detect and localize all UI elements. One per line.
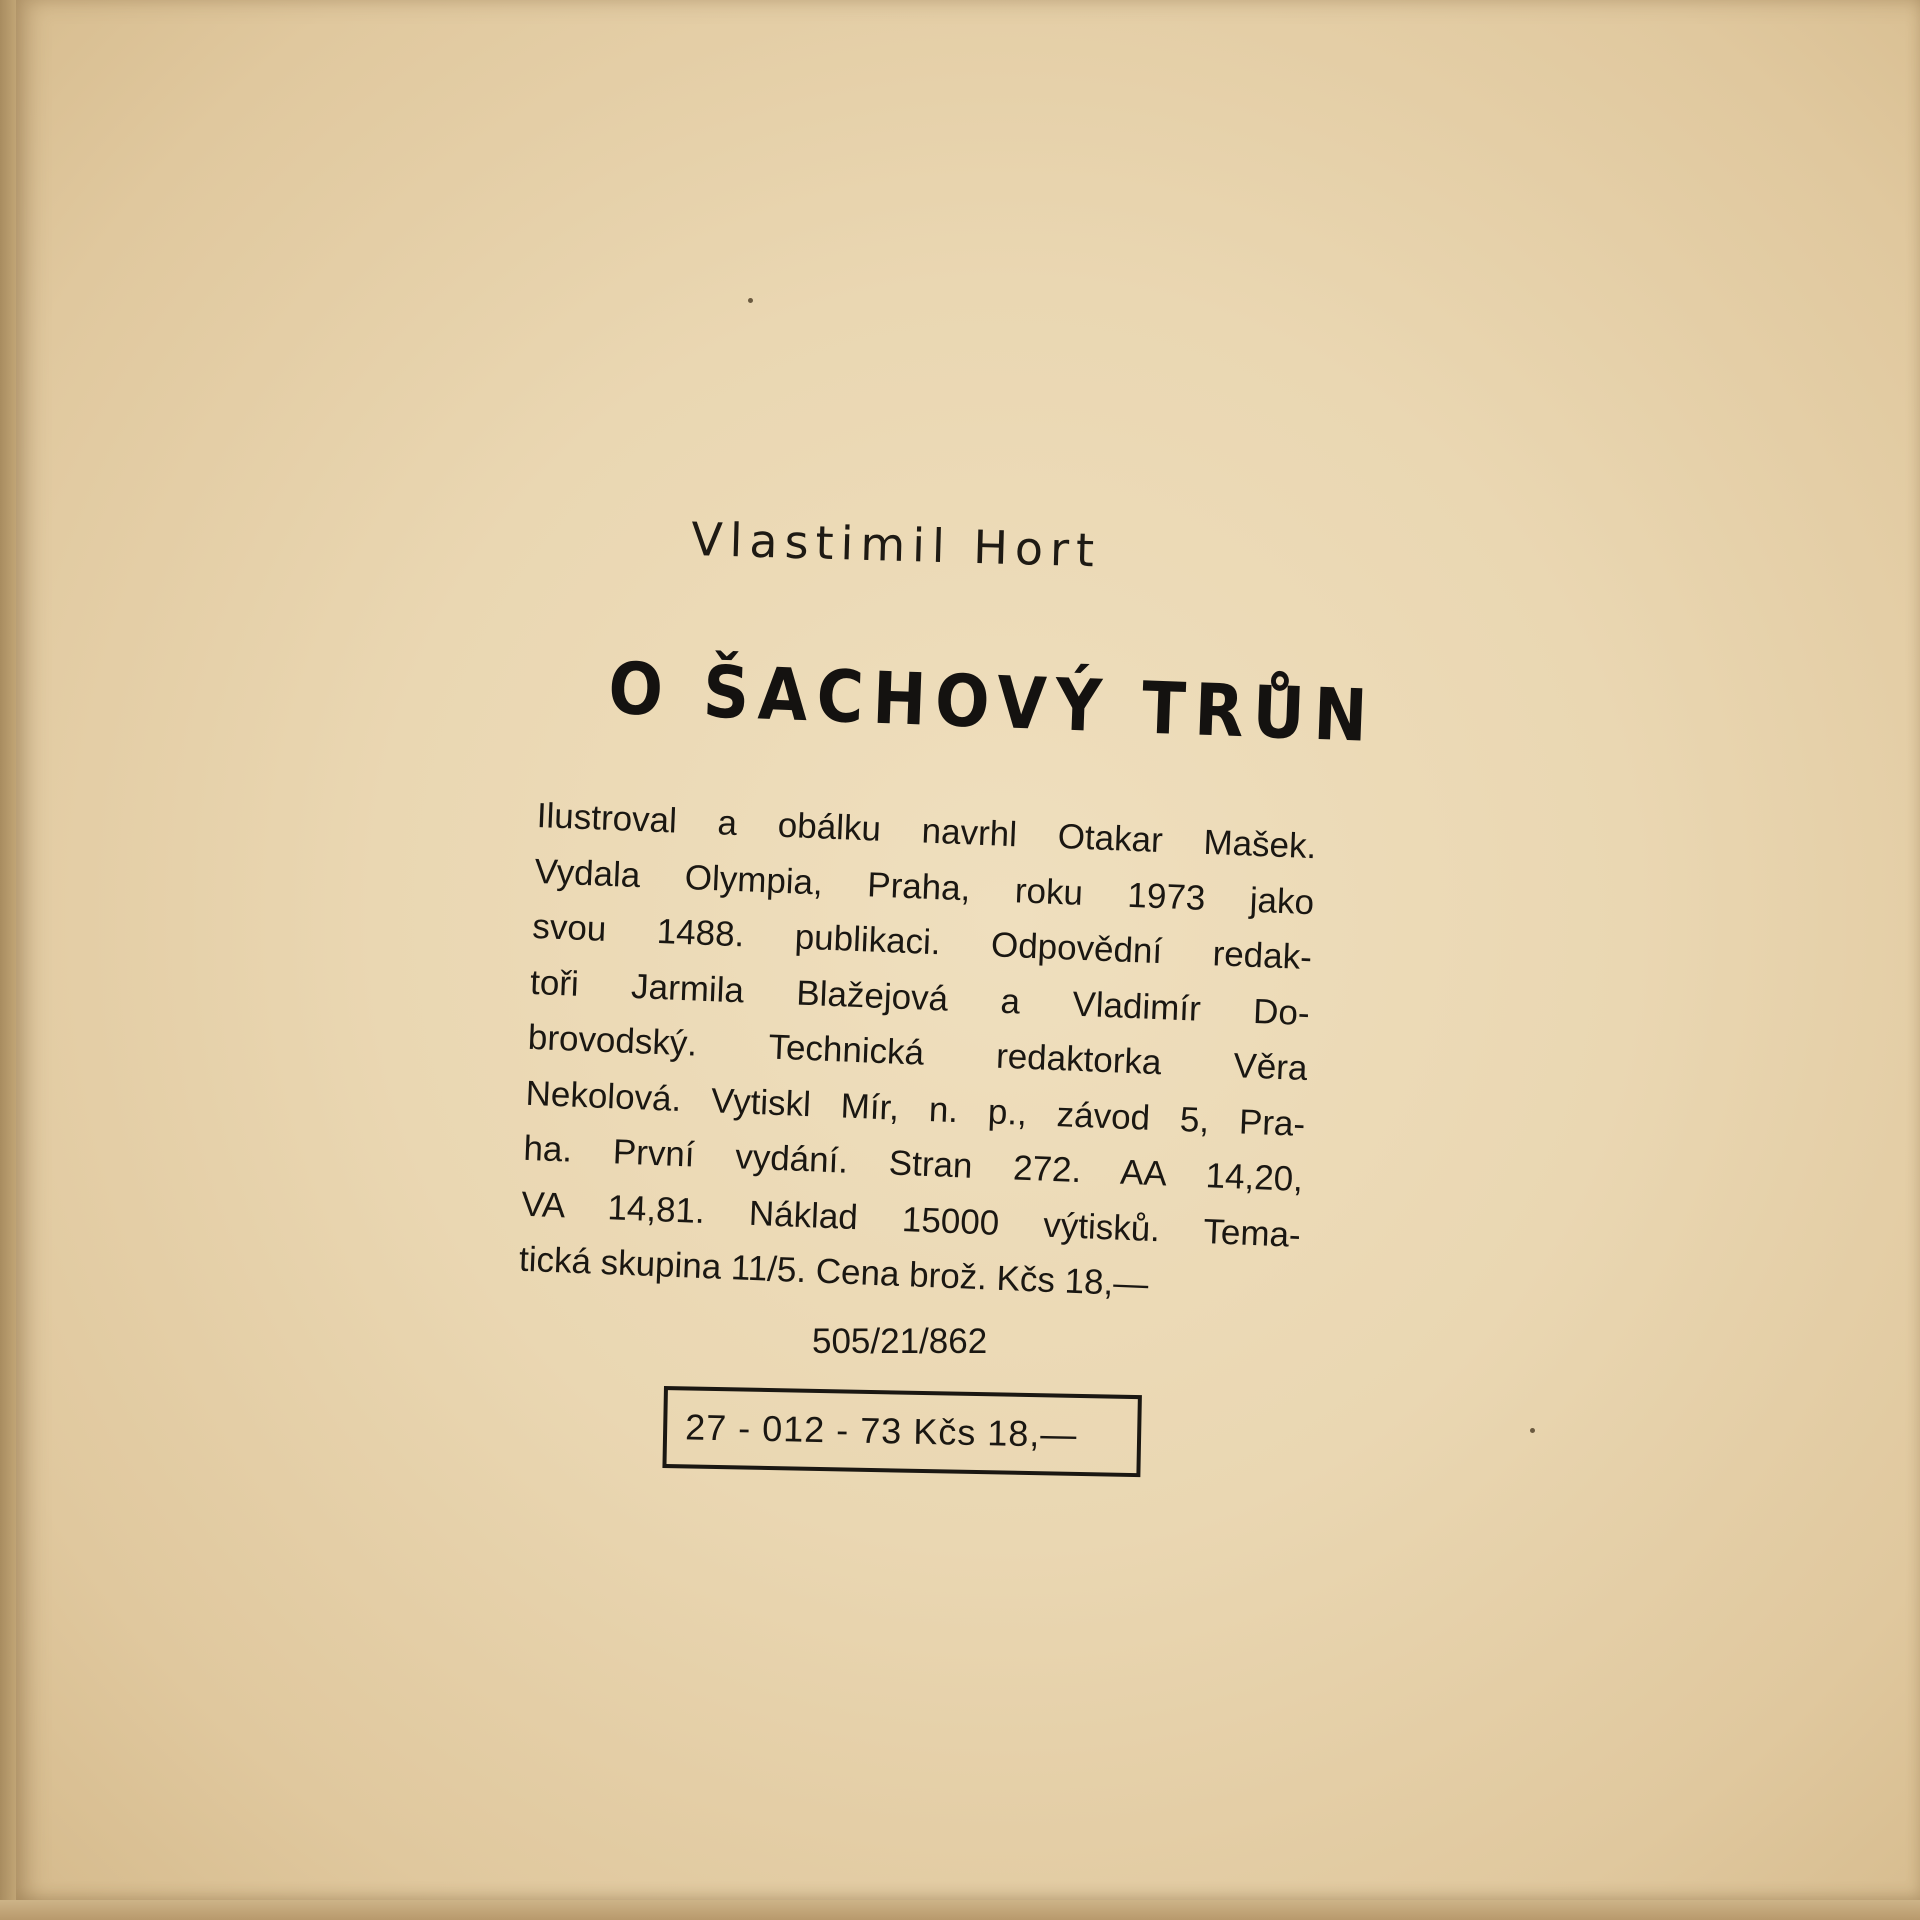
colophon-line: toři Jarmila Blažejová a Vladimír Do-	[529, 962, 1311, 1033]
colophon-line: VA 14,81. Náklad 15000 výtisků. Tema-	[520, 1184, 1302, 1255]
colophon-line: brovodský. Technická redaktorka Věra	[527, 1017, 1309, 1089]
catalog-code: 505/21/862	[812, 1322, 988, 1361]
colophon-block	[518, 788, 1317, 1318]
page-bottom-edge	[0, 1900, 1920, 1920]
colophon-line: Ilustroval a obálku navrhl Otakar Mašek.	[536, 795, 1318, 867]
paper-speck	[1530, 1428, 1535, 1433]
colophon-line: Nekolová. Vytiskl Mír, n. p., závod 5, Pra-	[524, 1073, 1306, 1144]
colophon-line: Vydala Olympia, Praha, roku 1973 jako	[533, 851, 1315, 922]
colophon-line: ha. První vydání. Stran 272. AA 14,20,	[522, 1128, 1304, 1199]
colophon-line: tická skupina 11/5. Cena brož. Kčs 18,—	[518, 1239, 1150, 1304]
price-box: 27 - 012 - 73 Kčs 18,—	[662, 1386, 1141, 1477]
paper-speck	[748, 298, 753, 303]
colophon-line: svou 1488. publikaci. Odpovědní redak-	[531, 906, 1313, 978]
author-name: Vlastimil Hort	[690, 512, 1102, 578]
book-title: O ŠACHOVÝ TRŮN	[606, 648, 1378, 759]
